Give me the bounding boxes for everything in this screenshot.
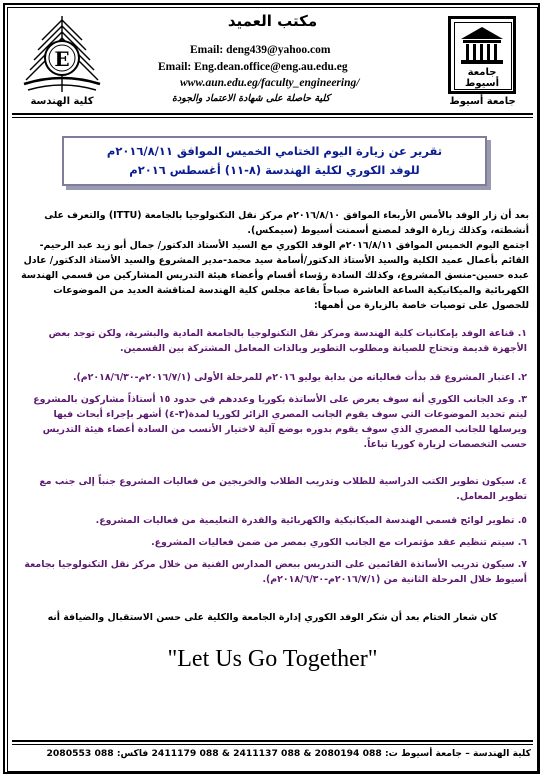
email-line-1 bbox=[190, 44, 330, 56]
university-seal bbox=[448, 16, 516, 94]
recommendation-3: ٣. وعد الجانب الكوري أنه سوف يعرض على الأساتذة بكوريا وعددهم في حدود ١٥ أستاذاً مشاركون بالمشروع ليتم تحديد الموضوعات التي سوف يقوم الجانب المصري الزائر لكوريا لمدة(٣-٤) أشهر بإجراء أبحاث فيها ويرسلها للجانب المصري الذي سوف يقوم بدوره بوضع آلية لاختيار الأنسب من السادة أعضاء هيئة التدريس حسب التخصصات لزيارة كوريا تباعاً. bbox=[33, 394, 527, 450]
university-name: جامعة أسيوط bbox=[449, 96, 516, 107]
report-title-line-2: للوفد الكوري لكلية الهندسة (٨-١١) أغسطس ٢٠١٦م bbox=[129, 163, 420, 177]
email-address-1[interactable]: deng439@yahoo.com bbox=[226, 44, 331, 56]
faculty-emblem-letter: E bbox=[54, 47, 70, 71]
meeting-paragraph: اجتمع اليوم الخميس الموافق ٢٠١٦/٨/١١م الوفد الكوري مع السيد الأستاذ الدكتور/ جمال أبو زيد عبد الرحيم- القائم بأعمال عميد الكلية والسيد الأستاذ الدكتور/أسامة سيد محمد-مدير المشروع والسيد الأستاذ الدكتور/ عادل عبده حسين-منسق المشروع، وكذلك السادة رؤساء أقسام وأعضاء هيئة التدريس المشاركين من قسمي الهندسة الكهربائية والميكانيكية الساعة العاشرة صباحاً بقاعة مجلس كلية الهندسة لمناقشة العديد من الموضوعات للحصول على توصيات خاصة بالزيارة من أهمها: bbox=[21, 240, 529, 311]
office-title: مكتب العميد bbox=[227, 12, 318, 30]
faculty-name: كلية الهندسة bbox=[30, 96, 94, 107]
recommendation-2: ٢. اعتبار المشروع قد بدأت فعالياته من بداية يوليو ٢٠١٦م للمرحلة الأولى (٢٠١٦/٧/١م-٢٠١٨/٦/٣٠م). bbox=[72, 372, 527, 383]
seal-building-icon bbox=[457, 25, 507, 65]
recommendation-6: ٦. سيتم تنظيم عقد مؤتمرات مع الجانب الكوري بمصر من ضمن فعاليات المشروع. bbox=[151, 537, 527, 548]
website-link[interactable]: www.aun.edu.eg/faculty_engineering/ bbox=[180, 77, 360, 89]
email-label-2: Email: bbox=[158, 61, 192, 73]
seal-caption: جامعة أسيوط bbox=[465, 67, 499, 89]
email-address-2[interactable]: Eng.dean.office@eng.au.edu.eg bbox=[194, 61, 348, 73]
recommendation-1: ١. قناعة الوفد بإمكانيات كلية الهندسة ومركز نقل التكنولوجيا بالجامعة المادية والبشرية، ولكن توجد بعض الأجهزة قديمة وتحتاج للصيانة ومطلوب التطوير وبالذات المعامل المشتركة بين القسمين. bbox=[48, 328, 527, 354]
footer-contact: كلية الهندسة – جامعة أسيوط ت: 088 2080194 & 088 2411137 & 088 2411179 فاكس: 088 2080553 bbox=[46, 748, 531, 759]
faculty-emblem bbox=[22, 14, 102, 96]
report-title-box bbox=[62, 136, 487, 186]
accreditation-note: كلية حاصلة على شهادة الاعتماد والجودة bbox=[172, 93, 330, 104]
footer-divider-thin bbox=[12, 744, 533, 745]
closing-statement: كان شعار الختام بعد أن شكر الوفد الكوري إدارة الجامعة والكلية على حسن الاستقبال والضيافة أنه bbox=[47, 612, 498, 623]
report-title-line-1: تقرير عن زيارة اليوم الختامي الخميس الموافق ٢٠١٦/٨/١١م bbox=[106, 144, 443, 158]
intro-paragraph: بعد أن زار الوفد بالأمس الأربعاء الموافق ٢٠١٦/٨/١٠م مركز نقل التكنولوجيا بالجامعة (ITTU) والتعرف على أنشطته، وكذلك زيارة الوفد لمصنع أسمنت أسيوط (سيمكس). bbox=[44, 210, 529, 236]
email-line-2 bbox=[158, 61, 348, 73]
header-divider-thin bbox=[12, 117, 533, 118]
header-divider bbox=[12, 113, 533, 115]
recommendation-7: ٧. سيكون تدريب الأساتذة القائمين على التدريس ببعض المدارس الفنية من خلال مركز نقل التكنولوجيا بجامعة أسيوط خلال المرحلة الثانية من (٢٠١٦/٧/١م-٢٠١٨/٦/٣٠م). bbox=[24, 559, 527, 585]
footer-divider bbox=[12, 740, 533, 742]
recommendation-4: ٤. سيكون تطوير الكتب الدراسية للطلاب وتدريب الطلاب والخريجين من فعاليات المشروع جنباً إلى جنب مع تطوير المعامل. bbox=[39, 476, 527, 502]
email-label: Email: bbox=[190, 44, 224, 56]
recommendation-5: ٥. تطوير لوائح قسمي الهندسة الميكانيكية والكهربائية والقدرة التعليمية من فعاليات المشروع. bbox=[95, 515, 527, 526]
closing-motto: "Let Us Go Together" bbox=[167, 646, 378, 672]
